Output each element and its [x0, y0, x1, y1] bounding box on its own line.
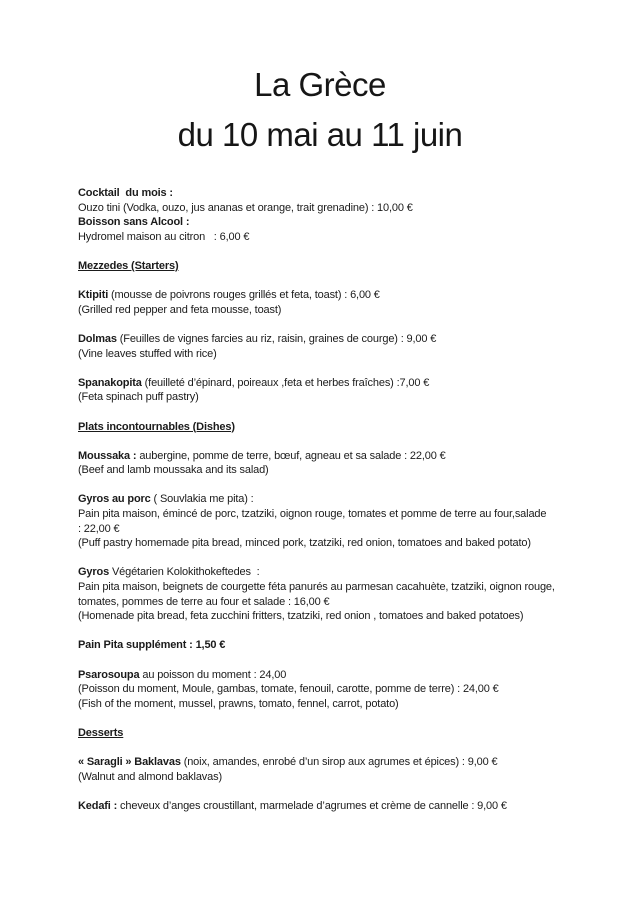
menu-line	[78, 697, 582, 712]
menu-title-line1: La Grèce	[254, 66, 386, 103]
menu-text-segment: Moussaka :	[78, 449, 137, 462]
menu-line	[78, 595, 582, 610]
menu-line	[78, 580, 582, 595]
menu-blank-line	[78, 653, 582, 668]
menu-text-segment: Hydromel maison au citron : 6,00 €	[78, 230, 250, 243]
menu-section-heading	[78, 420, 582, 435]
menu-text-segment: (noix, amandes, enrobé d’un sirop aux agrumes et épices) : 9,00 €	[180, 756, 498, 769]
menu-text-segment: Psarosoupa	[78, 668, 140, 681]
menu-text-segment: au poisson du moment : 24,00	[139, 668, 287, 681]
menu-blank-line	[78, 741, 582, 756]
menu-text-segment: Ktipiti	[78, 289, 109, 302]
menu-line	[78, 638, 582, 653]
menu-blank-line	[78, 244, 582, 259]
menu-line	[78, 463, 582, 478]
menu-text-segment: « Saragli » Baklavas	[78, 756, 181, 769]
menu-blank-line	[78, 624, 582, 639]
menu-line	[78, 376, 582, 391]
menu-text-segment: Végétarien Kolokithokeftedes :	[109, 566, 260, 579]
menu-blank-line	[78, 405, 582, 420]
menu-section-heading	[78, 726, 582, 741]
menu-line	[78, 536, 582, 551]
menu-text-segment: Plats incontournables (Dishes)	[78, 420, 235, 433]
menu-line	[78, 215, 582, 230]
menu-section-heading	[78, 259, 582, 274]
menu-line	[78, 347, 582, 362]
menu-line	[78, 449, 582, 464]
menu-text-segment: Boisson sans Alcool :	[78, 216, 190, 229]
menu-text-segment: (feuilleté d’épinard, poireaux ,feta et herbes fraîches) :7,00 €	[141, 376, 430, 389]
menu-title	[0, 0, 640, 160]
menu-line	[78, 288, 582, 303]
menu-text-segment: Spanakopita	[78, 376, 142, 389]
menu-text-segment: Kedafi :	[78, 799, 118, 812]
menu-text-segment: aubergine, pomme de terre, bœuf, agneau et sa salade : 22,00 €	[136, 449, 446, 462]
menu-line	[78, 186, 582, 201]
menu-text-segment: (Poisson du moment, Moule, gambas, tomate, fenouil, carotte, pomme de terre) : 24,00 €	[78, 683, 499, 696]
menu-line	[78, 565, 582, 580]
menu-text-segment: Gyros au porc	[78, 493, 151, 506]
menu-text-segment: (Vine leaves stuffed with rice)	[78, 347, 217, 360]
menu-text-segment: Mezzedes (Starters)	[78, 259, 179, 272]
menu-line	[78, 303, 582, 318]
menu-text-segment: (Walnut and almond baklavas)	[78, 770, 222, 783]
menu-text-segment: cheveux d’anges croustillant, marmelade d’agrumes et crème de cannelle : 9,00 €	[117, 799, 507, 812]
menu-line	[78, 799, 582, 814]
menu-line	[78, 668, 582, 683]
menu-line	[78, 609, 582, 624]
menu-blank-line	[78, 317, 582, 332]
menu-blank-line	[78, 274, 582, 289]
menu-text-segment: Ouzo tini (Vodka, ouzo, jus ananas et orange, trait grenadine) : 10,00 €	[78, 201, 413, 214]
menu-text-segment: (Homenade pita bread, feta zucchini fritters, tzatziki, red onion , tomatoes and baked potatoes)	[78, 610, 524, 623]
menu-line	[78, 390, 582, 405]
menu-line	[78, 682, 582, 697]
menu-line	[78, 522, 582, 537]
menu-text-segment: (Feta spinach puff pastry)	[78, 391, 199, 404]
menu-text-segment: tomates, pommes de terre au four et salade : 16,00 €	[78, 595, 330, 608]
menu-line	[78, 332, 582, 347]
menu-text-segment: Pain Pita supplément : 1,50 €	[78, 639, 226, 652]
menu-text-segment: ( Souvlakia me pita) :	[150, 493, 254, 506]
menu-blank-line	[78, 361, 582, 376]
menu-text-segment: Cocktail du mois :	[78, 187, 173, 199]
menu-text-segment: Dolmas	[78, 332, 117, 345]
menu-line	[78, 230, 582, 245]
menu-blank-line	[78, 551, 582, 566]
menu-text-segment: Desserts	[78, 726, 124, 739]
menu-text-segment: (mousse de poivrons rouges grillés et feta, toast) : 6,00 €	[108, 289, 380, 302]
menu-line	[78, 492, 582, 507]
menu-text-segment: Pain pita maison, émincé de porc, tzatziki, oignon rouge, tomates et pomme de terre au four,salade	[78, 508, 547, 521]
menu-text-segment: Gyros	[78, 566, 110, 579]
menu-text-segment: (Grilled red pepper and feta mousse, toast)	[78, 303, 282, 316]
menu-blank-line	[78, 434, 582, 449]
menu-blank-line	[78, 711, 582, 726]
menu-line	[78, 755, 582, 770]
menu-blank-line	[78, 784, 582, 799]
menu-text-segment: : 22,00 €	[78, 522, 120, 535]
menu-text-segment: (Feuilles de vignes farcies au riz, raisin, graines de courge) : 9,00 €	[116, 332, 437, 345]
menu-text-segment: (Beef and lamb moussaka and its salad)	[78, 464, 269, 477]
menu-body	[0, 160, 640, 814]
menu-title-line2: du 10 mai au 11 juin	[177, 116, 463, 153]
menu-line	[78, 201, 582, 216]
menu-text-segment: (Puff pastry homemade pita bread, minced pork, tzatziki, red onion, tomatoes and baked potato)	[78, 537, 531, 550]
menu-text-segment: (Fish of the moment, mussel, prawns, tomato, fennel, carrot, potato)	[78, 697, 399, 710]
menu-line	[78, 507, 582, 522]
menu-line	[78, 770, 582, 785]
menu-blank-line	[78, 478, 582, 493]
menu-text-segment: Pain pita maison, beignets de courgette féta panurés au parmesan cacahuète, tzatziki, oignon rouge,	[78, 581, 555, 594]
